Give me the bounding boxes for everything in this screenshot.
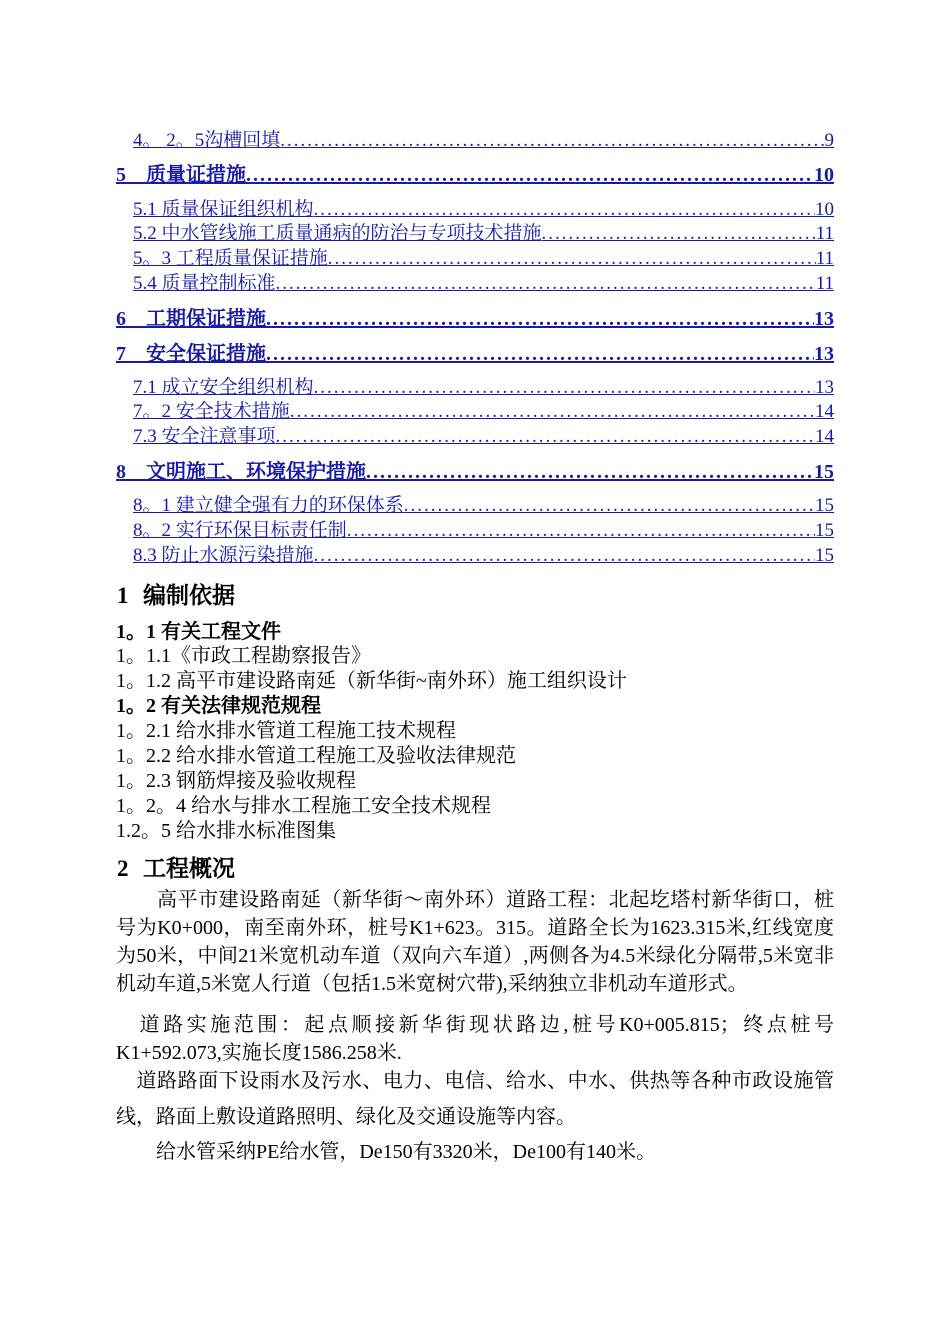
toc-entry-page: 15	[815, 545, 834, 566]
toc-entry-page: 10	[814, 164, 834, 186]
toc-entry-title: 7。2 安全技术措施	[133, 401, 290, 422]
toc-entry-page: 14	[815, 401, 834, 422]
toc-entry-title: 5.2 中水管线施工质量通病的防治与专项技术措施	[133, 223, 542, 244]
section-number: 2	[117, 856, 129, 881]
toc-entry[interactable]	[116, 337, 834, 366]
toc-entry-page: 11	[815, 248, 834, 269]
toc-entry-title: 5.4 质量控制标准	[133, 273, 276, 294]
body-paragraph: 高平市建设路南延（新华街～南外环）道路工程：北起圪塔村新华街口，桩号为K0+000，南至南外环，桩号K1+623。315。道路全长为1623.315米,红线宽度为50米，中间21米宽机动车道（双向六车道）,两侧各为4.5米绿化分隔带,5米宽非机动车道,5米宽人行道（包括1.5米宽树穴带),采纳独立非机动车道形式。	[116, 889, 834, 995]
toc-entry-page: 11	[815, 223, 834, 244]
toc-leader-dots	[266, 308, 814, 331]
list-item: 1。1.1《市政工程勘察报告》	[116, 645, 371, 667]
toc-entry-page: 13	[814, 343, 834, 365]
toc-entry-page: 10	[815, 199, 834, 220]
section-heading	[117, 850, 235, 883]
toc-leader-dots	[366, 461, 814, 484]
list-item: 1.2。5 给水排水标准图集	[116, 820, 336, 842]
section-number: 1	[117, 583, 129, 608]
toc-entry-page: 9	[824, 130, 834, 151]
toc-leader-dots	[276, 273, 816, 295]
list-item: 1。2.1 给水排水管道工程施工技术规程	[116, 720, 456, 742]
toc-entry-title: 7 安全保证措施	[116, 343, 266, 365]
toc-entry[interactable]	[133, 372, 834, 399]
toc-entry-title: 8 文明施工、环境保护措施	[116, 461, 366, 483]
list-item: 1。2.3 钢筋焊接及验收规程	[116, 770, 356, 792]
toc-entry[interactable]	[133, 243, 834, 270]
toc-entry-title: 5。3 工程质量保证措施	[133, 248, 328, 269]
toc-entry-title: 8。2 实行环保目标责任制	[133, 520, 347, 541]
toc-entry-title: 6 工期保证措施	[116, 308, 266, 330]
toc-entry[interactable]	[133, 218, 834, 245]
body-paragraph: 给水管采纳PE给水管，De150有3320米，De100有140米。	[116, 1141, 656, 1163]
toc-entry-title: 8。1 建立健全强有力的环保体系	[133, 495, 404, 516]
list-item: 1。2.2 给水排水管道工程施工及验收法律规范	[116, 745, 516, 767]
toc-entry-title: 7.1 成立安全组织机构	[133, 377, 314, 398]
toc-entry-page: 15	[814, 461, 834, 483]
toc-entry-page: 13	[814, 308, 834, 330]
toc-entry[interactable]	[133, 490, 834, 517]
toc-leader-dots	[280, 130, 824, 152]
toc-entry[interactable]	[133, 421, 834, 448]
toc-entry[interactable]	[133, 396, 834, 423]
toc-entry[interactable]	[116, 455, 834, 484]
toc-entry[interactable]	[133, 268, 834, 295]
body-paragraph: 道路路面下设雨水及污水、电力、电信、给水、中水、供热等各种市政设施管线，路面上敷设道路照明、绿化及交通设施等内容。	[116, 1070, 834, 1128]
toc-entry-title: 4。 2。5沟槽回填	[133, 130, 281, 151]
toc-entry-title: 8.3 防止水源污染措施	[133, 545, 314, 566]
subsection-heading: 1。2 有关法律规范规程	[116, 695, 321, 717]
body-paragraph: 道路实施范围：起点顺接新华街现状路边,桩号K0+005.815；终点桩号K1+592.073,实施长度1586.258米.	[116, 1014, 834, 1064]
toc-entry[interactable]	[133, 194, 834, 221]
toc-entry-page: 15	[815, 520, 834, 541]
toc-leader-dots	[246, 164, 814, 187]
toc-leader-dots	[404, 495, 815, 517]
toc-entry[interactable]	[116, 158, 834, 187]
list-item: 1。1.2 高平市建设路南延（新华街~南外环）施工组织设计	[116, 670, 627, 692]
toc-entry-title: 5.1 质量保证组织机构	[133, 199, 314, 220]
toc-entry-page: 15	[815, 495, 834, 516]
toc-entry[interactable]	[133, 515, 834, 542]
toc-leader-dots	[276, 426, 815, 448]
toc-entry[interactable]	[133, 540, 834, 567]
toc-entry-page: 11	[815, 273, 834, 294]
toc-entry-title: 7.3 安全注意事项	[133, 426, 276, 447]
subsection-heading: 1。1 有关工程文件	[116, 621, 281, 643]
toc-leader-dots	[290, 401, 815, 423]
section-title: 编制依据	[143, 583, 235, 608]
toc-entry-page: 14	[815, 426, 834, 447]
toc-entry[interactable]	[116, 302, 834, 331]
toc-entry-page: 13	[815, 377, 834, 398]
toc-leader-dots	[542, 223, 816, 245]
toc-entry[interactable]	[133, 125, 834, 152]
toc-leader-dots	[314, 545, 815, 567]
section-title: 工程概况	[143, 856, 235, 881]
toc-entry-title: 5 质量证措施	[116, 164, 246, 186]
list-item: 1。2。4 给水与排水工程施工安全技术规程	[116, 795, 491, 817]
toc-leader-dots	[266, 343, 814, 366]
toc-leader-dots	[328, 248, 816, 270]
toc-leader-dots	[347, 520, 815, 542]
section-heading	[117, 577, 235, 610]
